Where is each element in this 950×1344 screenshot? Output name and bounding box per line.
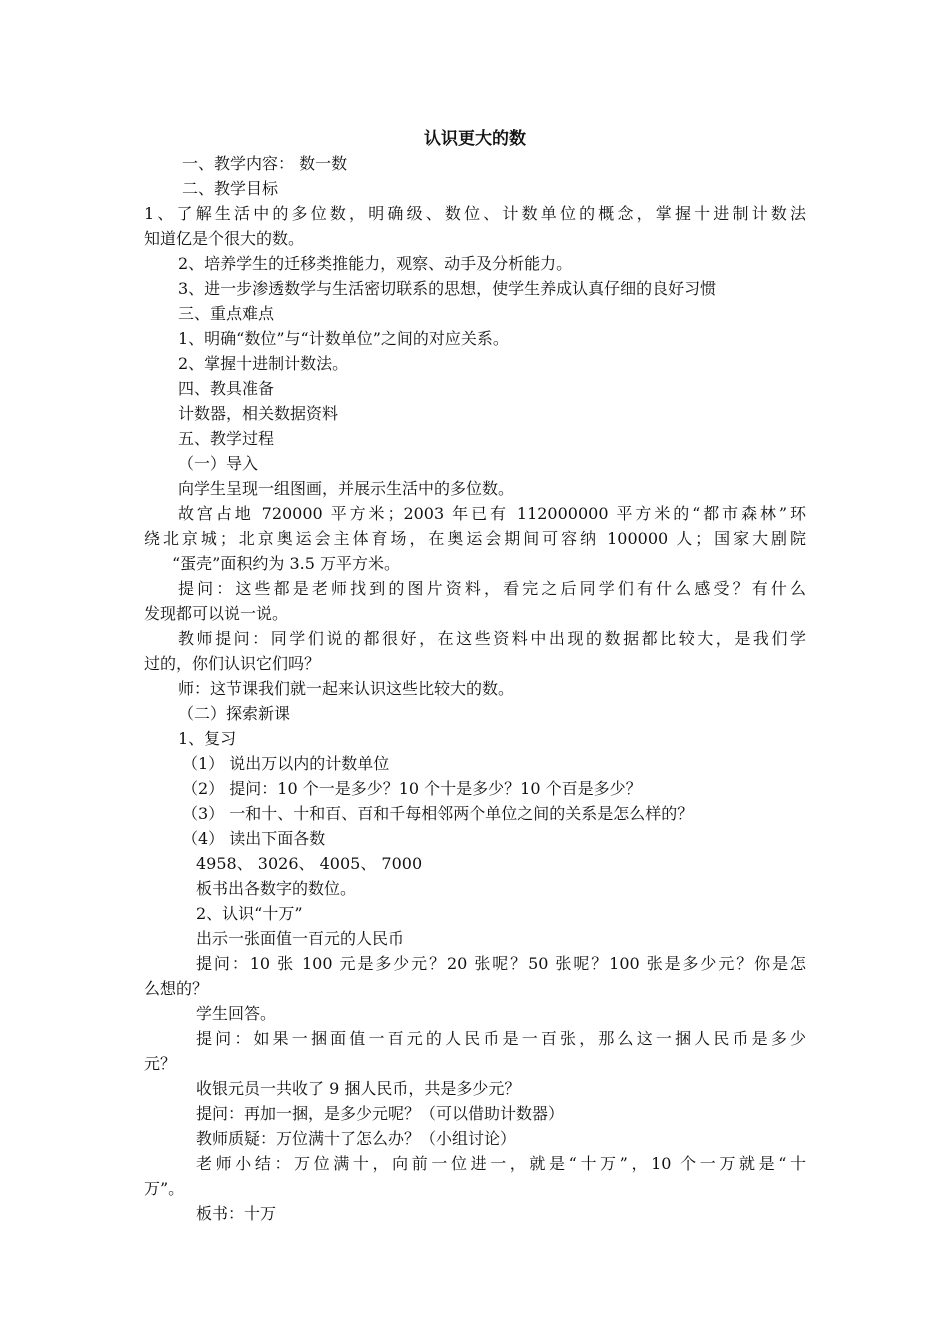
show-banknote: 出示一张面值一百元的人民币 [196,929,405,948]
section-teaching-process: 五、教学过程 [178,429,275,448]
teacher-question-line-2: 过的，你们认识它们吗？ [144,654,321,673]
review-heading: 1、复习 [178,729,237,748]
document-title: 认识更大的数 [424,129,526,149]
banknote-question-line-2: 么想的？ [144,979,209,998]
review-item-2: （2） 提问：10 个一是多少？10 个十是多少？10 个百是多少？ [182,779,642,798]
key-point-2: 2、掌握十进制计数法。 [178,354,349,373]
review-item-4: （4） 读出下面各数 [182,829,326,848]
teaching-aids-text: 计数器，相关数据资料 [178,404,339,423]
student-answer: 学生回答。 [196,1004,277,1023]
key-point-1: 1、明确“数位”与“计数单位”之间的对应关系。 [178,329,509,348]
board-note-2: 板书：十万 [196,1204,277,1223]
intro-text: 向学生呈现一组图画，并展示生活中的多位数。 [178,479,515,498]
bundle-question-line-2: 元？ [144,1054,177,1073]
ten-thousand-heading: 2、认识“十万” [196,904,303,923]
question-1-line-2: 发现都可以说一说。 [144,604,289,623]
section-teaching-aids: 四、教具准备 [178,379,275,398]
review-numbers: 4958、 3026、 4005、 7000 [196,854,423,873]
bundle-question-line-1: 提问：如果一捆面值一百元的人民币是一百张，那么这一捆人民币是多少 [196,1029,806,1048]
cashier-question: 收银元员一共收了 9 捆人民币，共是多少元？ [196,1079,521,1098]
section-teaching-content: 一、教学内容： 数一数 [182,154,348,173]
section-teaching-goals: 二、教学目标 [182,179,279,198]
teacher-summary-line-1: 老师小结：万位满十，向前一位进一，就是“十万”，10 个一万就是“十 [196,1154,806,1173]
teacher-summary-line-2: 万”。 [144,1179,185,1198]
review-item-1: （1） 说出万以内的计数单位 [182,754,390,773]
review-item-3: （3） 一和十、十和百、百和千每相邻两个单位之间的关系是怎么样的？ [182,804,694,823]
teacher-doubt: 教师质疑：万位满十了怎么办？（小组讨论） [196,1129,517,1148]
intro-data-line-1: 故宫占地 720000 平方米；2003 年已有 112000000 平方米的“都市森林”环 [178,504,806,523]
intro-data-line-3: “蛋壳”面积约为 3.5 万平方米。 [172,554,400,573]
goal-3: 3、进一步渗透数学与生活密切联系的思想，使学生养成认真仔细的良好习惯 [178,279,717,298]
board-note-1: 板书出各数字的数位。 [196,879,357,898]
teacher-statement: 师：这节课我们就一起来认识这些比较大的数。 [178,679,515,698]
goal-1-line-2: 知道亿是个很大的数。 [144,229,305,248]
teacher-question-line-1: 教师提问：同学们说的都很好，在这些资料中出现的数据都比较大，是我们学 [178,629,806,648]
question-1-line-1: 提问：这些都是老师找到的图片资料，看完之后同学们有什么感受？有什么 [178,579,806,598]
banknote-question-line-1: 提问：10 张 100 元是多少元？20 张呢？50 张呢？100 张是多少元？你是怎 [196,954,806,973]
subsection-explore: （二）探索新课 [178,704,291,723]
section-key-points: 三、重点难点 [178,304,275,323]
goal-2: 2、培养学生的迁移类推能力，观察、动手及分析能力。 [178,254,573,273]
add-bundle-question: 提问：再加一捆，是多少元呢？（可以借助计数器） [196,1104,565,1123]
goal-1-line-1: 1、了解生活中的多位数，明确级、数位、计数单位的概念，掌握十进制计数法 [144,204,806,223]
intro-data-line-2: 绕北京城；北京奥运会主体育场，在奥运会期间可容纳 100000 人；国家大剧院 [144,529,806,548]
subsection-introduction: （一）导入 [178,454,259,473]
